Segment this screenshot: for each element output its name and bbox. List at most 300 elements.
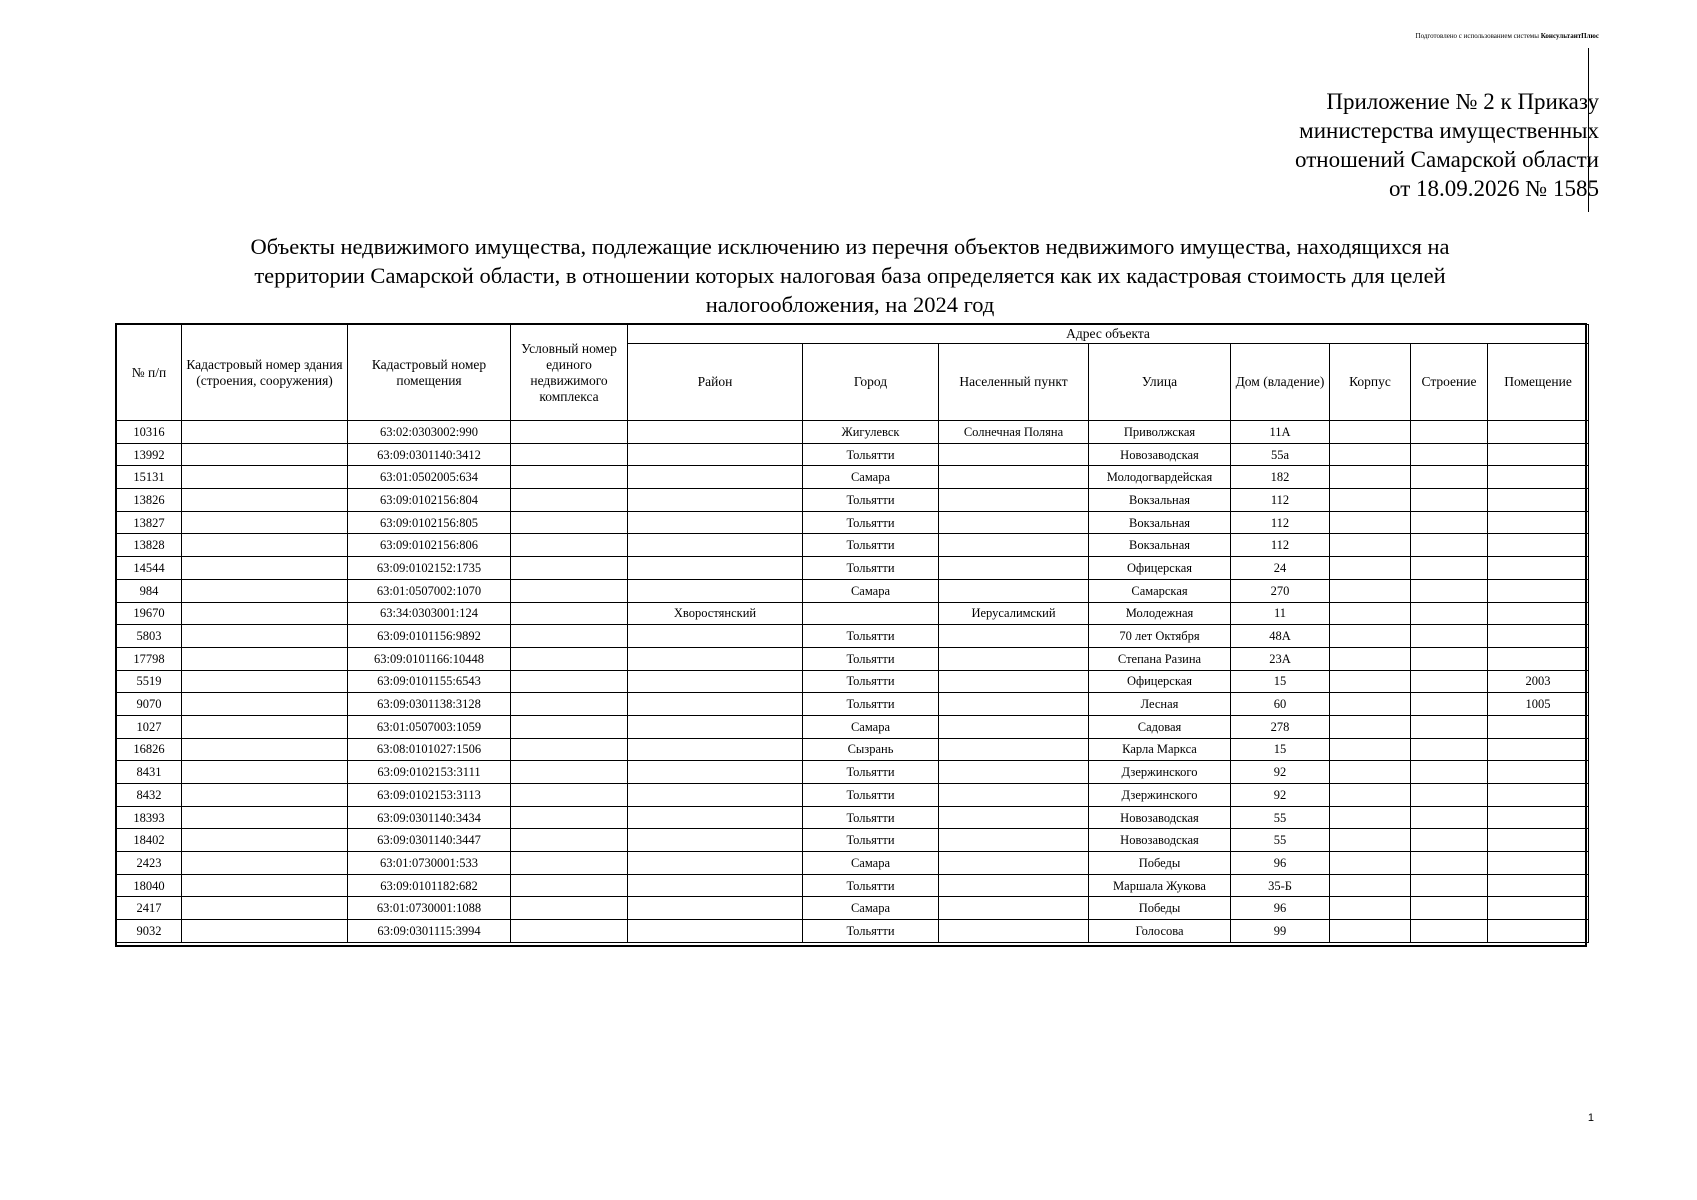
cell-house: 55а [1231, 443, 1330, 466]
cell-house: 23А [1231, 647, 1330, 670]
cell-house: 112 [1231, 489, 1330, 512]
cell-house: 112 [1231, 534, 1330, 557]
cell-korpus [1330, 670, 1411, 693]
cell-settlement [939, 647, 1089, 670]
cell-district [628, 443, 803, 466]
cell-district [628, 761, 803, 784]
cell-street: 70 лет Октября [1089, 625, 1231, 648]
cell-complex-number [511, 557, 628, 580]
cell-house: 96 [1231, 852, 1330, 875]
cell-street: Новозаводская [1089, 829, 1231, 852]
cell-pomeshenie [1488, 784, 1589, 807]
cell-stroenie [1411, 806, 1488, 829]
cell-settlement [939, 829, 1089, 852]
cell-num: 19670 [117, 602, 182, 625]
cell-pomeshenie [1488, 715, 1589, 738]
cell-settlement [939, 897, 1089, 920]
cell-pomeshenie [1488, 920, 1589, 943]
cell-num: 8431 [117, 761, 182, 784]
cell-street: Вокзальная [1089, 489, 1231, 512]
cell-premise-cadastral: 63:09:0102152:1735 [348, 557, 511, 580]
table-row [117, 579, 1589, 602]
cell-city: Тольятти [803, 511, 939, 534]
cell-street: Дзержинского [1089, 761, 1231, 784]
cell-building-cadastral [182, 852, 348, 875]
header-korpus: Корпус [1330, 344, 1411, 421]
cell-num: 17798 [117, 647, 182, 670]
cell-street: Лесная [1089, 693, 1231, 716]
table-row [117, 625, 1589, 648]
header-num: № п/п [117, 325, 182, 421]
cell-house: 60 [1231, 693, 1330, 716]
cell-building-cadastral [182, 761, 348, 784]
cell-korpus [1330, 852, 1411, 875]
cell-stroenie [1411, 534, 1488, 557]
title-line-3: налогообложения, на 2024 год [705, 292, 995, 317]
cell-num: 13828 [117, 534, 182, 557]
cell-house: 55 [1231, 806, 1330, 829]
cell-street: Вокзальная [1089, 534, 1231, 557]
cell-pomeshenie [1488, 806, 1589, 829]
cell-complex-number [511, 761, 628, 784]
cell-korpus [1330, 534, 1411, 557]
cell-settlement [939, 715, 1089, 738]
table-row [117, 602, 1589, 625]
cell-num: 1027 [117, 715, 182, 738]
header-premise-cadastral: Кадастровый номер помещения [348, 325, 511, 421]
cell-korpus [1330, 557, 1411, 580]
cell-num: 2417 [117, 897, 182, 920]
cell-district [628, 579, 803, 602]
cell-city [803, 602, 939, 625]
cell-house: 55 [1231, 829, 1330, 852]
cell-complex-number [511, 920, 628, 943]
cell-complex-number [511, 625, 628, 648]
cell-complex-number [511, 602, 628, 625]
cell-settlement [939, 625, 1089, 648]
cell-district [628, 557, 803, 580]
cell-premise-cadastral: 63:01:0507002:1070 [348, 579, 511, 602]
cell-building-cadastral [182, 421, 348, 444]
cell-stroenie [1411, 761, 1488, 784]
cell-house: 182 [1231, 466, 1330, 489]
cell-pomeshenie [1488, 897, 1589, 920]
cell-settlement [939, 693, 1089, 716]
cell-city: Тольятти [803, 625, 939, 648]
cell-korpus [1330, 761, 1411, 784]
cell-premise-cadastral: 63:09:0301140:3447 [348, 829, 511, 852]
cell-settlement [939, 806, 1089, 829]
cell-premise-cadastral: 63:09:0101156:9892 [348, 625, 511, 648]
cell-house: 270 [1231, 579, 1330, 602]
header-stroenie: Строение [1411, 344, 1488, 421]
cell-house: 92 [1231, 784, 1330, 807]
cell-premise-cadastral: 63:01:0730001:533 [348, 852, 511, 875]
cell-house: 278 [1231, 715, 1330, 738]
cell-num: 18040 [117, 874, 182, 897]
header-building-cadastral: Кадастровый номер здания (строения, сооружения) [182, 325, 348, 421]
cell-street: Карла Маркса [1089, 738, 1231, 761]
cell-city: Тольятти [803, 874, 939, 897]
consultant-prefix: Подготовлено с использованием системы [1415, 32, 1541, 40]
cell-building-cadastral [182, 738, 348, 761]
cell-settlement [939, 670, 1089, 693]
appendix-line-2: министерства имущественных [1299, 118, 1599, 143]
cell-premise-cadastral: 63:09:0101166:10448 [348, 647, 511, 670]
cell-house: 48А [1231, 625, 1330, 648]
cell-stroenie [1411, 647, 1488, 670]
cell-stroenie [1411, 557, 1488, 580]
cell-complex-number [511, 443, 628, 466]
cell-stroenie [1411, 738, 1488, 761]
cell-city: Тольятти [803, 534, 939, 557]
table-row [117, 806, 1589, 829]
title-line-2: территории Самарской области, в отношении которых налоговая база определяется как их кадастровая стоимость для целей [254, 263, 1446, 288]
cell-district [628, 874, 803, 897]
cell-pomeshenie [1488, 466, 1589, 489]
cell-settlement: Солнечная Поляна [939, 421, 1089, 444]
header-settlement: Населенный пункт [939, 344, 1089, 421]
cell-num: 5803 [117, 625, 182, 648]
cell-house: 112 [1231, 511, 1330, 534]
cell-street: Офицерская [1089, 670, 1231, 693]
cell-premise-cadastral: 63:01:0507003:1059 [348, 715, 511, 738]
cell-house: 99 [1231, 920, 1330, 943]
cell-num: 8432 [117, 784, 182, 807]
cell-korpus [1330, 625, 1411, 648]
cell-complex-number [511, 874, 628, 897]
cell-korpus [1330, 443, 1411, 466]
cell-num: 2423 [117, 852, 182, 875]
cell-house: 35-Б [1231, 874, 1330, 897]
cell-city: Самара [803, 852, 939, 875]
cell-complex-number [511, 466, 628, 489]
cell-street: Садовая [1089, 715, 1231, 738]
cell-stroenie [1411, 897, 1488, 920]
page-number: 1 [1587, 1112, 1594, 1124]
cell-street: Приволжская [1089, 421, 1231, 444]
cell-pomeshenie: 1005 [1488, 693, 1589, 716]
cell-stroenie [1411, 421, 1488, 444]
cell-district [628, 647, 803, 670]
cell-district [628, 715, 803, 738]
objects-table [116, 324, 1589, 943]
cell-korpus [1330, 602, 1411, 625]
cell-stroenie [1411, 511, 1488, 534]
cell-korpus [1330, 738, 1411, 761]
cell-korpus [1330, 874, 1411, 897]
cell-pomeshenie [1488, 625, 1589, 648]
cell-settlement [939, 466, 1089, 489]
cell-street: Самарская [1089, 579, 1231, 602]
cell-complex-number [511, 829, 628, 852]
cell-num: 10316 [117, 421, 182, 444]
cell-building-cadastral [182, 602, 348, 625]
cell-district [628, 784, 803, 807]
appendix-line-1: Приложение № 2 к Приказу [1326, 89, 1599, 114]
cell-premise-cadastral: 63:01:0502005:634 [348, 466, 511, 489]
cell-pomeshenie [1488, 421, 1589, 444]
cell-street: Голосова [1089, 920, 1231, 943]
cell-num: 9070 [117, 693, 182, 716]
cell-settlement [939, 874, 1089, 897]
table-row [117, 647, 1589, 670]
cell-pomeshenie: 2003 [1488, 670, 1589, 693]
cell-korpus [1330, 829, 1411, 852]
table-row [117, 897, 1589, 920]
cell-pomeshenie [1488, 602, 1589, 625]
cell-street: Дзержинского [1089, 784, 1231, 807]
cell-building-cadastral [182, 920, 348, 943]
cell-korpus [1330, 647, 1411, 670]
table-row [117, 874, 1589, 897]
cell-pomeshenie [1488, 829, 1589, 852]
appendix-line-4: от 18.09.2026 № 1585 [1389, 176, 1599, 201]
cell-stroenie [1411, 784, 1488, 807]
cell-complex-number [511, 715, 628, 738]
cell-korpus [1330, 693, 1411, 716]
cell-settlement [939, 784, 1089, 807]
cell-korpus [1330, 784, 1411, 807]
title-line-1: Объекты недвижимого имущества, подлежащие исключению из перечня объектов недвижимого имущества, находящихся на [250, 234, 1450, 259]
cell-house: 24 [1231, 557, 1330, 580]
cell-complex-number [511, 511, 628, 534]
cell-building-cadastral [182, 715, 348, 738]
cell-settlement [939, 511, 1089, 534]
cell-building-cadastral [182, 466, 348, 489]
cell-street: Молодогвардейская [1089, 466, 1231, 489]
cell-stroenie [1411, 443, 1488, 466]
cell-district [628, 670, 803, 693]
cell-building-cadastral [182, 784, 348, 807]
cell-pomeshenie [1488, 489, 1589, 512]
cell-premise-cadastral: 63:09:0301138:3128 [348, 693, 511, 716]
cell-premise-cadastral: 63:09:0301140:3412 [348, 443, 511, 466]
cell-district [628, 693, 803, 716]
cell-building-cadastral [182, 557, 348, 580]
cell-korpus [1330, 579, 1411, 602]
cell-city: Самара [803, 579, 939, 602]
cell-pomeshenie [1488, 534, 1589, 557]
header-complex-number: Условный номер единого недвижимого комплекса [511, 325, 628, 421]
cell-stroenie [1411, 829, 1488, 852]
table-row [117, 852, 1589, 875]
cell-premise-cadastral: 63:09:0301115:3994 [348, 920, 511, 943]
cell-district [628, 534, 803, 557]
cell-city: Тольятти [803, 670, 939, 693]
cell-pomeshenie [1488, 443, 1589, 466]
cell-city: Тольятти [803, 557, 939, 580]
table-row [117, 489, 1589, 512]
cell-district [628, 852, 803, 875]
cell-premise-cadastral: 63:01:0730001:1088 [348, 897, 511, 920]
cell-building-cadastral [182, 647, 348, 670]
table-row [117, 693, 1589, 716]
cell-settlement [939, 579, 1089, 602]
cell-street: Новозаводская [1089, 443, 1231, 466]
cell-district [628, 489, 803, 512]
cell-stroenie [1411, 670, 1488, 693]
table-row [117, 557, 1589, 580]
cell-city: Самара [803, 897, 939, 920]
cell-building-cadastral [182, 670, 348, 693]
cell-city: Самара [803, 466, 939, 489]
table-row [117, 920, 1589, 943]
table-row [117, 466, 1589, 489]
cell-street: Степана Разина [1089, 647, 1231, 670]
cell-street: Молодежная [1089, 602, 1231, 625]
cell-district [628, 806, 803, 829]
cell-premise-cadastral: 63:34:0303001:124 [348, 602, 511, 625]
cell-street: Новозаводская [1089, 806, 1231, 829]
cell-settlement [939, 443, 1089, 466]
cell-stroenie [1411, 852, 1488, 875]
cell-premise-cadastral: 63:09:0102156:806 [348, 534, 511, 557]
cell-district [628, 829, 803, 852]
cell-city: Тольятти [803, 693, 939, 716]
cell-city: Тольятти [803, 647, 939, 670]
table-row [117, 738, 1589, 761]
cell-pomeshenie [1488, 761, 1589, 784]
cell-settlement [939, 920, 1089, 943]
cell-building-cadastral [182, 625, 348, 648]
table-row [117, 443, 1589, 466]
cell-pomeshenie [1488, 738, 1589, 761]
cell-premise-cadastral: 63:09:0102153:3111 [348, 761, 511, 784]
document-title [115, 232, 1585, 319]
cell-premise-cadastral: 63:09:0301140:3434 [348, 806, 511, 829]
cell-city: Тольятти [803, 920, 939, 943]
cell-district [628, 897, 803, 920]
header-street: Улица [1089, 344, 1231, 421]
cell-house: 15 [1231, 670, 1330, 693]
cell-num: 14544 [117, 557, 182, 580]
cell-settlement [939, 489, 1089, 512]
cell-house: 11 [1231, 602, 1330, 625]
header-district: Район [628, 344, 803, 421]
cell-complex-number [511, 647, 628, 670]
cell-complex-number [511, 852, 628, 875]
cell-building-cadastral [182, 489, 348, 512]
cell-street: Офицерская [1089, 557, 1231, 580]
cell-street: Вокзальная [1089, 511, 1231, 534]
cell-settlement [939, 852, 1089, 875]
cell-street: Маршала Жукова [1089, 874, 1231, 897]
cell-settlement [939, 761, 1089, 784]
cell-city: Тольятти [803, 761, 939, 784]
cell-house: 15 [1231, 738, 1330, 761]
cell-korpus [1330, 920, 1411, 943]
cell-premise-cadastral: 63:09:0101155:6543 [348, 670, 511, 693]
table-row [117, 534, 1589, 557]
cell-city: Тольятти [803, 806, 939, 829]
cell-num: 18402 [117, 829, 182, 852]
cell-district [628, 920, 803, 943]
cell-complex-number [511, 897, 628, 920]
cell-settlement [939, 534, 1089, 557]
appendix-reference [1295, 87, 1599, 203]
cell-house: 92 [1231, 761, 1330, 784]
cell-complex-number [511, 784, 628, 807]
cell-korpus [1330, 421, 1411, 444]
cell-district [628, 511, 803, 534]
cell-stroenie [1411, 715, 1488, 738]
cell-premise-cadastral: 63:08:0101027:1506 [348, 738, 511, 761]
cell-building-cadastral [182, 511, 348, 534]
table-row [117, 784, 1589, 807]
cell-complex-number [511, 534, 628, 557]
cell-korpus [1330, 806, 1411, 829]
cell-street: Победы [1089, 852, 1231, 875]
cell-building-cadastral [182, 874, 348, 897]
cell-pomeshenie [1488, 511, 1589, 534]
table-row [117, 829, 1589, 852]
cell-num: 16826 [117, 738, 182, 761]
cell-settlement [939, 738, 1089, 761]
cell-pomeshenie [1488, 579, 1589, 602]
cell-district [628, 466, 803, 489]
cell-premise-cadastral: 63:02:0303002:990 [348, 421, 511, 444]
consultant-brand: КонсультантПлюс [1540, 32, 1599, 40]
table-row [117, 421, 1589, 444]
cell-korpus [1330, 511, 1411, 534]
cell-building-cadastral [182, 693, 348, 716]
header-address: Адрес объекта [628, 325, 1589, 344]
cell-complex-number [511, 806, 628, 829]
cell-city: Самара [803, 715, 939, 738]
table-row [117, 670, 1589, 693]
header-house: Дом (владение) [1231, 344, 1330, 421]
cell-building-cadastral [182, 579, 348, 602]
table-body [117, 421, 1589, 943]
cell-building-cadastral [182, 534, 348, 557]
cell-complex-number [511, 579, 628, 602]
cell-premise-cadastral: 63:09:0102153:3113 [348, 784, 511, 807]
cell-city: Тольятти [803, 489, 939, 512]
cell-korpus [1330, 489, 1411, 512]
cell-pomeshenie [1488, 852, 1589, 875]
cell-num: 13992 [117, 443, 182, 466]
cell-city: Жигулевск [803, 421, 939, 444]
cell-building-cadastral [182, 806, 348, 829]
cell-district: Хворостянский [628, 602, 803, 625]
header-city: Город [803, 344, 939, 421]
cell-num: 9032 [117, 920, 182, 943]
cell-korpus [1330, 897, 1411, 920]
cell-stroenie [1411, 602, 1488, 625]
cell-building-cadastral [182, 829, 348, 852]
cell-city: Сызрань [803, 738, 939, 761]
cell-city: Тольятти [803, 829, 939, 852]
cell-city: Тольятти [803, 443, 939, 466]
cell-complex-number [511, 693, 628, 716]
cell-pomeshenie [1488, 647, 1589, 670]
cell-complex-number [511, 670, 628, 693]
cell-district [628, 738, 803, 761]
cell-district [628, 421, 803, 444]
table-row [117, 761, 1589, 784]
cell-stroenie [1411, 489, 1488, 512]
cell-premise-cadastral: 63:09:0101182:682 [348, 874, 511, 897]
cell-complex-number [511, 421, 628, 444]
cell-complex-number [511, 738, 628, 761]
cell-num: 18393 [117, 806, 182, 829]
cell-settlement [939, 557, 1089, 580]
cell-stroenie [1411, 466, 1488, 489]
cell-num: 13827 [117, 511, 182, 534]
cell-stroenie [1411, 579, 1488, 602]
cell-num: 15131 [117, 466, 182, 489]
